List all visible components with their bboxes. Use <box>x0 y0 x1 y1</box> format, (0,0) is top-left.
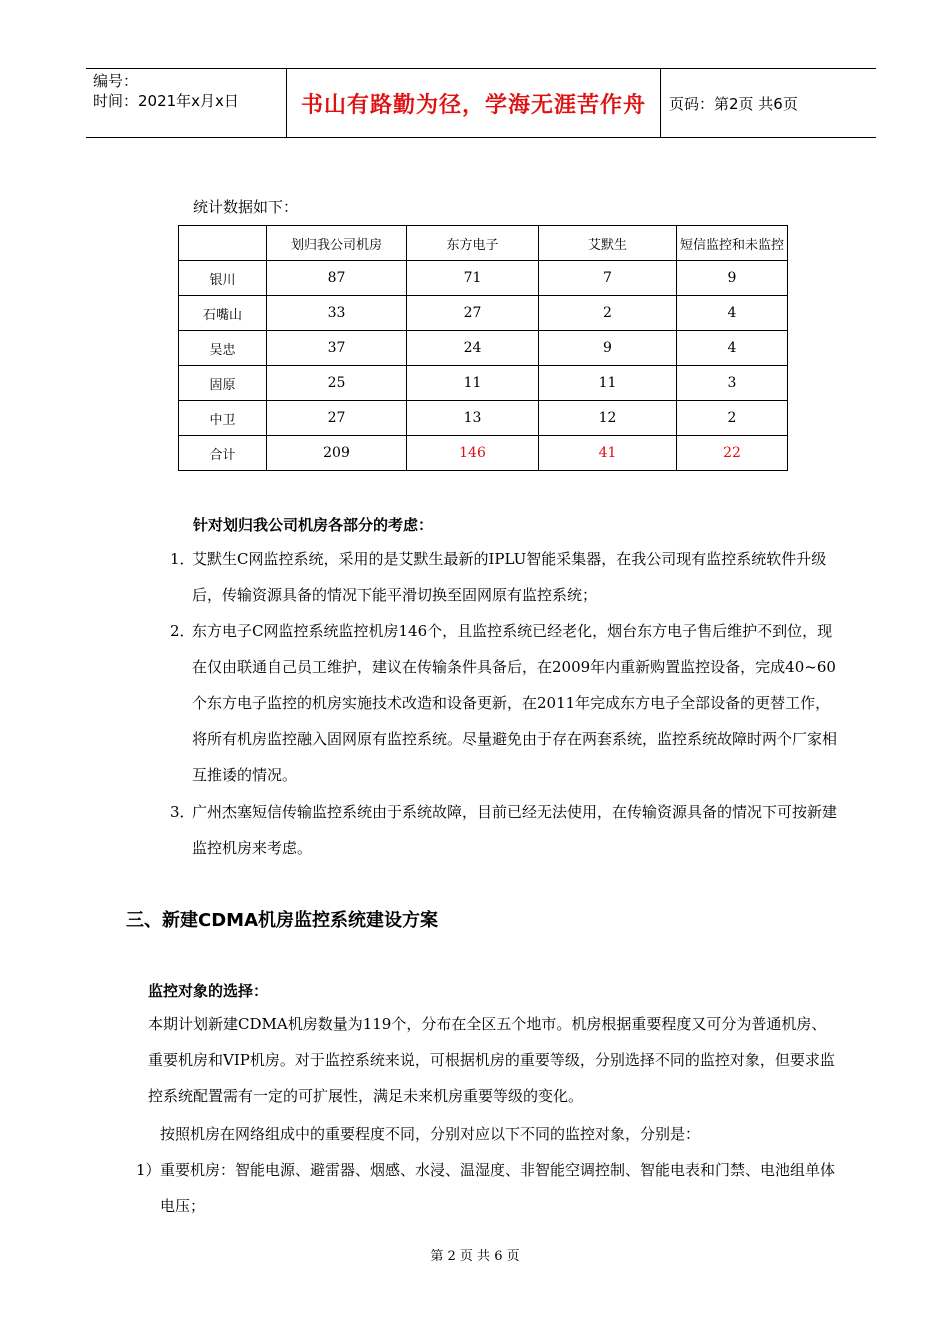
table-cell: 9 <box>539 331 677 366</box>
table-cell: 11 <box>407 366 539 401</box>
table-header-cell: 艾默生 <box>539 226 677 261</box>
table-row-label: 吴忠 <box>179 331 267 366</box>
table-cell: 25 <box>267 366 407 401</box>
table-header-row <box>179 226 788 261</box>
header-motto: 书山有路勤为径，学海无涯苦作舟 <box>287 69 661 137</box>
table-row <box>179 261 788 296</box>
table-cell: 24 <box>407 331 539 366</box>
table-cell: 27 <box>267 401 407 436</box>
list-item-text: 东方电子C网监控系统监控机房146个，且监控系统已经老化，烟台东方电子售后维护不到位，现在仅由联通自己员工维护，建议在传输条件具备后，在2009年内重新购置监控设备，完成40~60个东方电子监控的机房实施技术改造和设备更新，在2011年完成东方电子全部设备的更替工作，将所有机房监控融入固网原有监控系统。尽量避免由于存在两套系统，监控系统故障时两个厂家相互推诿的情况。 <box>192 622 838 784</box>
table-cell: 87 <box>267 261 407 296</box>
section-subheading: 监控对象的选择： <box>148 982 269 1000</box>
table-cell-highlight: 146 <box>407 436 539 471</box>
table-row <box>179 366 788 401</box>
table-header-cell <box>179 226 267 261</box>
header-page-info: 页码：第2页 共6页 <box>669 94 798 113</box>
list-item <box>170 613 840 793</box>
table-cell: 7 <box>539 261 677 296</box>
list-item-text: 重要机房：智能电源、避雷器、烟感、水浸、温湿度、非智能空调控制、智能电表和门禁、电池组单体电压； <box>160 1161 836 1215</box>
header-meta <box>86 69 287 137</box>
list-item-text: 艾默生C网监控系统，采用的是艾默生最新的IPLU智能采集器，在我公司现有监控系统软件升级后，传输资源具备的情况下能平滑切换至固网原有监控系统； <box>192 550 827 604</box>
table-header-cell: 东方电子 <box>407 226 539 261</box>
table-total-row <box>179 436 788 471</box>
list-item <box>170 794 840 866</box>
paragraph: 按照机房在网络组成中的重要程度不同，分别对应以下不同的监控对象，分别是： <box>160 1125 701 1143</box>
table-row <box>179 401 788 436</box>
page-header <box>86 68 876 138</box>
table-cell: 2 <box>677 401 788 436</box>
list-item-number: 1） <box>136 1161 161 1179</box>
table-row-label: 银川 <box>179 261 267 296</box>
table-cell-highlight: 22 <box>677 436 788 471</box>
list-item-number: 3． <box>170 803 195 821</box>
header-date: 时间：2021年x月x日 <box>93 92 239 110</box>
table-cell: 4 <box>677 296 788 331</box>
table-row-label: 中卫 <box>179 401 267 436</box>
table-header-cell: 划归我公司机房 <box>267 226 407 261</box>
list-item-number: 2． <box>170 622 195 640</box>
table-cell: 33 <box>267 296 407 331</box>
table-cell: 9 <box>677 261 788 296</box>
table-cell: 3 <box>677 366 788 401</box>
table-header-cell: 短信监控和未监控 <box>677 226 788 261</box>
table-cell-highlight: 41 <box>539 436 677 471</box>
table-cell: 12 <box>539 401 677 436</box>
header-number-label: 编号： <box>93 72 139 90</box>
table-row <box>179 331 788 366</box>
table-cell: 13 <box>407 401 539 436</box>
table-row-label: 固原 <box>179 366 267 401</box>
table-cell: 4 <box>677 331 788 366</box>
considerations-heading: 针对划归我公司机房各部分的考虑： <box>193 516 434 534</box>
section-title: 三、新建CDMA机房监控系统建设方案 <box>126 910 438 931</box>
list-item-number: 1． <box>170 550 195 568</box>
stats-caption: 统计数据如下： <box>193 198 299 216</box>
table-cell: 2 <box>539 296 677 331</box>
page-footer: 第 2 页 共 6 页 <box>430 1249 520 1264</box>
table-cell: 11 <box>539 366 677 401</box>
list-item <box>136 1152 840 1224</box>
paragraph: 本期计划新建CDMA机房数量为119个，分布在全区五个地市。机房根据重要程度又可分为普通机房、重要机房和VIP机房。对于监控系统来说，可根据机房的重要等级，分别选择不同的监控对象，但要求监控系统配置需有一定的可扩展性，满足未来机房重要等级的变化。 <box>148 1015 835 1105</box>
list-item <box>170 541 840 613</box>
table-cell: 209 <box>267 436 407 471</box>
table-cell: 71 <box>407 261 539 296</box>
table-row <box>179 296 788 331</box>
list-item-text: 广州杰塞短信传输监控系统由于系统故障，目前已经无法使用，在传输资源具备的情况下可按新建监控机房来考虑。 <box>192 803 838 857</box>
table-row-label: 合计 <box>179 436 267 471</box>
table-cell: 27 <box>407 296 539 331</box>
table-cell: 37 <box>267 331 407 366</box>
stats-table <box>178 225 788 471</box>
table-row-label: 石嘴山 <box>179 296 267 331</box>
